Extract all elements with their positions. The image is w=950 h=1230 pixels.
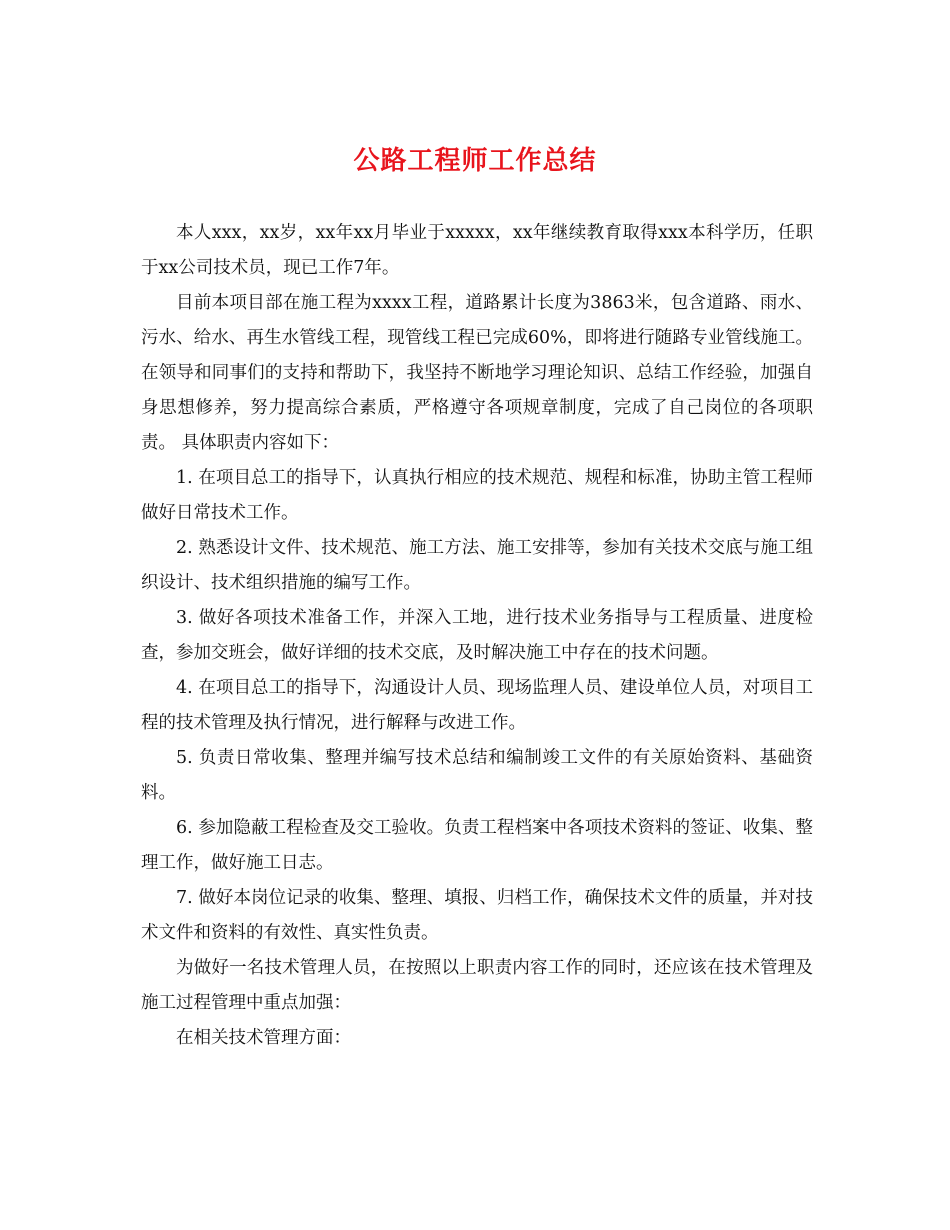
- document-title: 公路工程师工作总结: [353, 146, 597, 176]
- list-item-duty-6: 6. 参加隐蔽工程检查及交工验收。负责工程档案中各项技术资料的签证、收集、整理工作，做好施工日志。: [141, 818, 813, 873]
- document-body: [141, 216, 813, 1056]
- paragraph-tech-management: 在相关技术管理方面：: [176, 1028, 351, 1048]
- list-item-duty-2: 2. 熟悉设计文件、技术规范、施工方法、施工安排等，参加有关技术交底与施工组织设计、技术组织措施的编写工作。: [141, 538, 813, 593]
- paragraph-intro: 本人xxx，xx岁，xx年xx月毕业于xxxxx，xx年继续教育取得xxx本科学历，任职于xx公司技术员，现已工作7年。: [141, 223, 813, 278]
- list-item-duty-4: 4. 在项目总工的指导下，沟通设计人员、现场监理人员、建设单位人员，对项目工程的技术管理及执行情况，进行解释与改进工作。: [141, 678, 813, 733]
- list-item-duty-3: 3. 做好各项技术准备工作，并深入工地，进行技术业务指导与工程质量、进度检查，参加交班会，做好详细的技术交底，及时解决施工中存在的技术问题。: [141, 608, 813, 663]
- list-item-duty-7: 7. 做好本岗位记录的收集、整理、填报、归档工作，确保技术文件的质量，并对技术文件和资料的有效性、真实性负责。: [141, 888, 813, 943]
- paragraph-focus: 为做好一名技术管理人员，在按照以上职责内容工作的同时，还应该在技术管理及施工过程管理中重点加强：: [141, 958, 813, 1013]
- list-item-duty-1: 1. 在项目总工的指导下，认真执行相应的技术规范、规程和标准，协助主管工程师做好日常技术工作。: [141, 468, 813, 523]
- paragraph-project: 目前本项目部在施工程为xxxx工程，道路累计长度为3863米，包含道路、雨水、污水、给水、再生水管线工程，现管线工程已完成60%，即将进行随路专业管线施工。 在领导和同事们的支持和帮助下，我坚持不断地学习理论知识、总结工作经验，加强自身思想修养，努力提高综合素质，严格遵守各项规章制度，完成了自己岗位的各项职责。 具体职责内容如下：: [141, 293, 813, 453]
- list-item-duty-5: 5. 负责日常收集、整理并编写技术总结和编制竣工文件的有关原始资料、基础资料。: [141, 748, 813, 803]
